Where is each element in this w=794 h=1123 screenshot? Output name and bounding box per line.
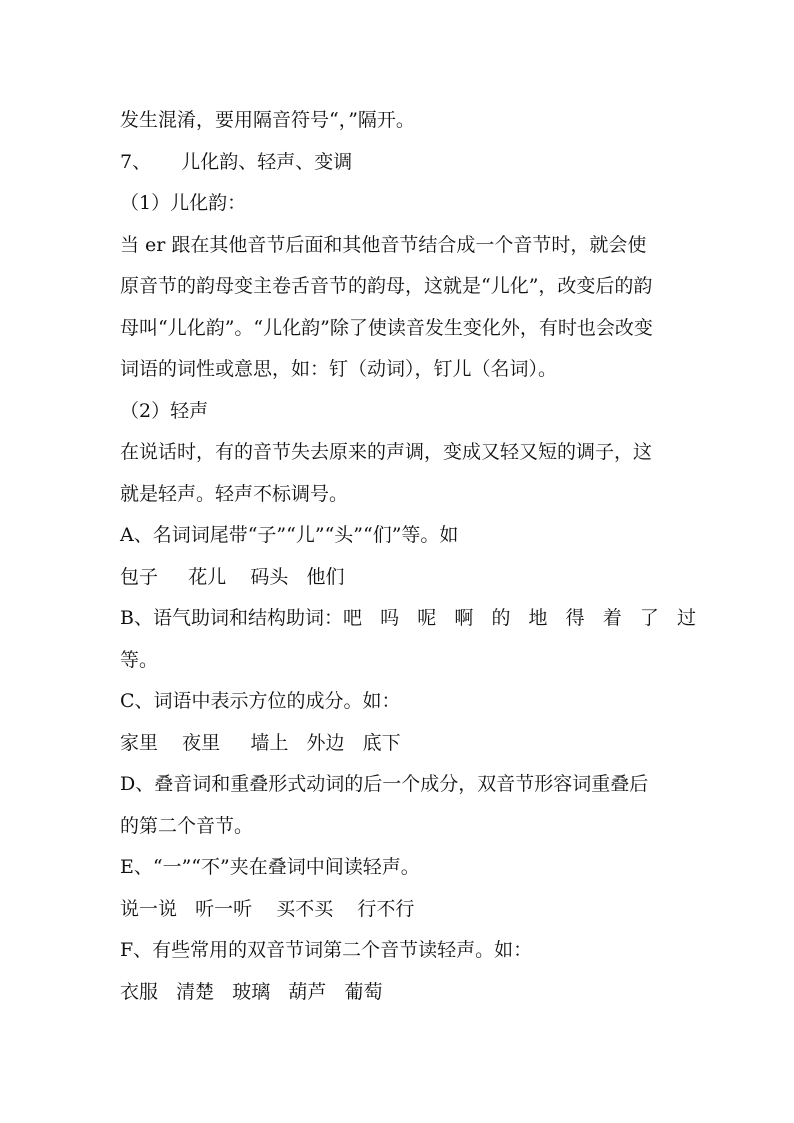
subsection-heading: （1）儿化韵： <box>120 192 247 214</box>
text-line: 等。 <box>120 648 159 671</box>
section-heading: 7、 儿化韵、轻声、变调 <box>120 150 353 173</box>
list-item: A、名词词尾带“子”“儿”“头”“们”等。如 <box>120 524 459 546</box>
text-line: 在说话时，有的音节失去原来的声调，变成又轻又短的调子，这 <box>120 441 653 463</box>
document-body <box>120 100 697 1013</box>
text-line: 的第二个音节。 <box>120 814 254 837</box>
subsection-heading: （2）轻声 <box>120 399 209 422</box>
list-item: E、“一”“不”夹在叠词中间读轻声。 <box>120 856 420 878</box>
example-line: 说一说 听一听 买不买 行不行 <box>120 897 415 920</box>
example-line: 包子 花儿 码头 他们 <box>120 565 345 588</box>
text-line: 词语的词性或意思，如：钉（动词），钉儿（名词）。 <box>120 358 558 380</box>
list-item: D、叠音词和重叠形式动词的后一个成分，双音节形容词重叠后 <box>120 773 649 795</box>
text-line: 原音节的韵母变主卷舌音节的韵母，这就是“儿化”，改变后的韵 <box>120 275 653 297</box>
text-line: 当 er 跟在其他音节后面和其他音节结合成一个音节时，就会使 <box>120 233 647 256</box>
example-line: 衣服 清楚 玻璃 葫芦 葡萄 <box>120 980 383 1003</box>
example-line: 家里 夜里 墙上 外边 底下 <box>120 731 401 754</box>
list-item: C、词语中表示方位的成分。如： <box>120 690 401 712</box>
list-item: B、语气助词和结构助词：吧 吗 呢 啊 的 地 得 着 了 过 <box>120 607 697 629</box>
text-line: 母叫“儿化韵”。“儿化韵”除了使读音发生变化外，有时也会改变 <box>120 316 653 339</box>
text-line: 发生混淆，要用隔音符号“，”隔开。 <box>120 109 415 131</box>
text-line: 就是轻声。轻声不标调号。 <box>120 482 349 505</box>
list-item: F、有些常用的双音节词第二个音节读轻声。如： <box>120 939 533 961</box>
